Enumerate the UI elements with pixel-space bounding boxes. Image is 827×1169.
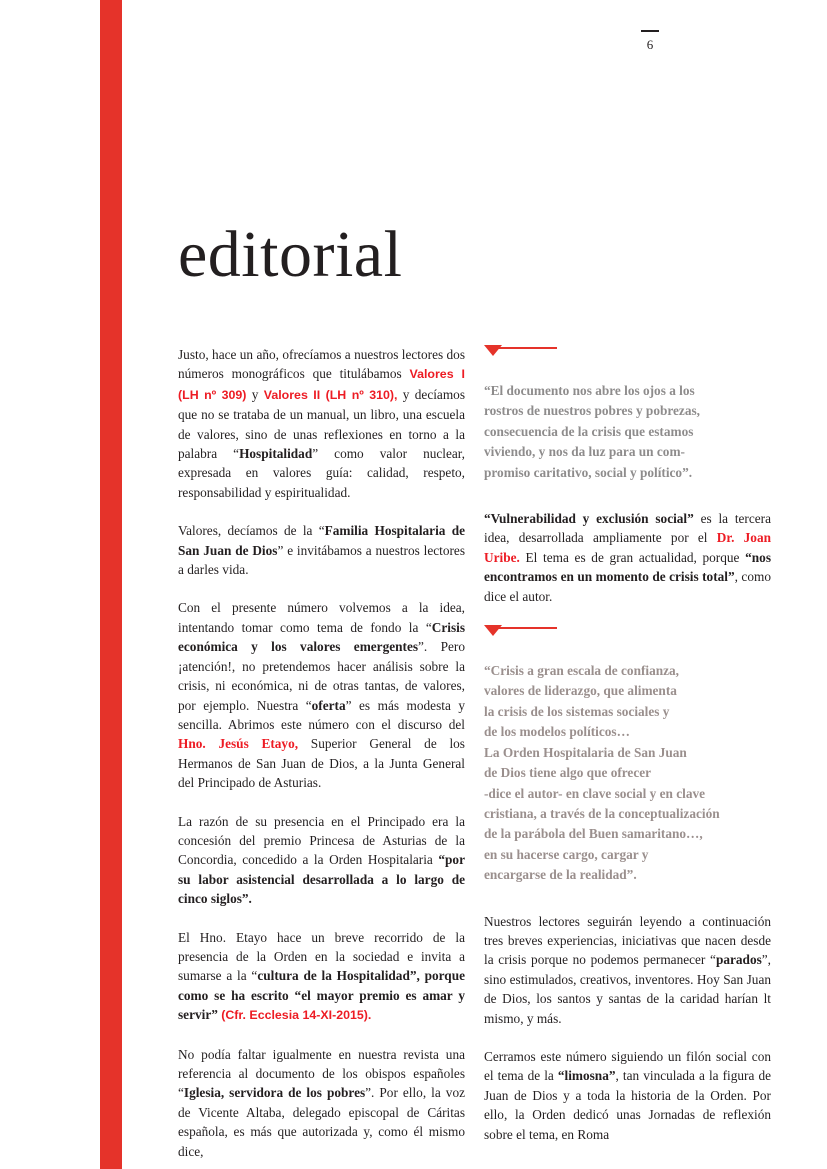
paragraph-4: La razón de su presencia en el Principado era la concesión del premio Princesa de Asturias de la Concordia, concedido a la Orden Hospitalaria “por su labor asistencial desarrollada a lo largo de cinco siglos”. [178, 813, 465, 907]
marker-rule [493, 627, 557, 629]
pullquote-marker-1 [484, 345, 771, 359]
pullquote-1: “El documento nos abre los ojos a los rostros de nuestros pobres y pobrezas, consecuencia de la crisis que estamos viviendo, y nos da luz para un com- promiso caritativo, social y político”. [484, 383, 700, 480]
right-paragraph-1: “Vulnerabilidad y exclusión social” es la tercera idea, desarrollada ampliamente por el Dr. Joan Uribe. El tema es de gran actualidad, porque “nos encontramos en un momento de crisis total”, como dice el autor. [484, 511, 771, 604]
paragraph-2: Valores, decíamos de la “Familia Hospitalaria de San Juan de Dios” e invitábamos a nuestros lectores a darles vida. [178, 523, 465, 578]
left-red-stripe [100, 0, 122, 1169]
paragraph-3: Con el presente número volvemos a la idea, intentando tomar como tema de fondo la “Crisis económica y los valores emergentes”. Pero ¡atención!, no pretendemos hacer análisis sobre la crisis, ni económica, ni de otras tantas, de valores, por ejemplo. Nuestra “oferta” es más modesta y sencilla. Abrimos este número con el discurso del Hno. Jesús Etayo, Superior General de los Hermanos de San Juan de Dios, a la Junta General del Principado de Asturias. [178, 600, 466, 791]
paragraph-1: Justo, hace un año, ofrecíamos a nuestros lectores dos números monográficos que titulábamos Valores I (LH nº 309) y Valores II (LH nº 310), y decíamos que no se trataba de un manual, un libro, una escuela de valores, sino de unas reflexiones en torno a la palabra “Hospitalidad” como valor nuclear, expresada en valores guía: calidad, respeto, responsabilidad y espiritualidad. [178, 347, 466, 500]
right-paragraph-3: Cerramos este número siguiendo un filón social con el tema de la “limosna”, tan vinculada a la figura de Juan de Dios y a toda la historia de la Orden. Por ello, la Orden dedicó unas Jornadas de reflexión sobre el tema, en Roma [484, 1048, 771, 1142]
marker-rule [493, 347, 557, 349]
paragraph-5: El Hno. Etayo hace un breve recorrido de la presencia de la Orden en la sociedad e invita a sumarse a la “cultura de la Hospitalidad”, porque como se ha escrito “el mayor premio es amar y servir” (Cfr. Ecclesia 14-XI-2015). [178, 929, 465, 1023]
paragraph-6: No podía faltar igualmente en nuestra revista una referencia al documento de los obispos españoles “Iglesia, servidora de los pobres”. Por ello, la voz de Vicente Altaba, delegado episcopal de Cáritas española, es más que autorizada y, como él mismo dice, [178, 1046, 465, 1159]
right-paragraph-2: Nuestros lectores seguirán leyendo a continuación tres breves experiencias, iniciativas que nacen desde la crisis porque no podemos permanecer “parados”, sino estimulados, creativos, inventores. Hoy San Juan de Dios, los santos y santas de la caridad harían lt mismo, y más. [484, 913, 771, 1026]
folio [630, 30, 670, 51]
page-number: 6 [646, 36, 654, 52]
pullquote-marker-2 [484, 625, 771, 639]
right-column [484, 345, 771, 1144]
left-column [178, 345, 465, 1161]
pullquote-2: “Crisis a gran escala de confianza, valores de liderazgo, que alimenta la crisis de los sistemas sociales y de los modelos políticos… La Orden Hospitalaria de San Juan de Dios tiene algo que ofrecer -dice el autor- en clave social y en clave cristiana, a través de la conceptualización de la parábola del Buen samaritano…, en su hacerse cargo, cargar y encargarse de la realidad”. [484, 663, 720, 883]
page-title: editorial [178, 218, 403, 291]
folio-rule [641, 30, 659, 32]
